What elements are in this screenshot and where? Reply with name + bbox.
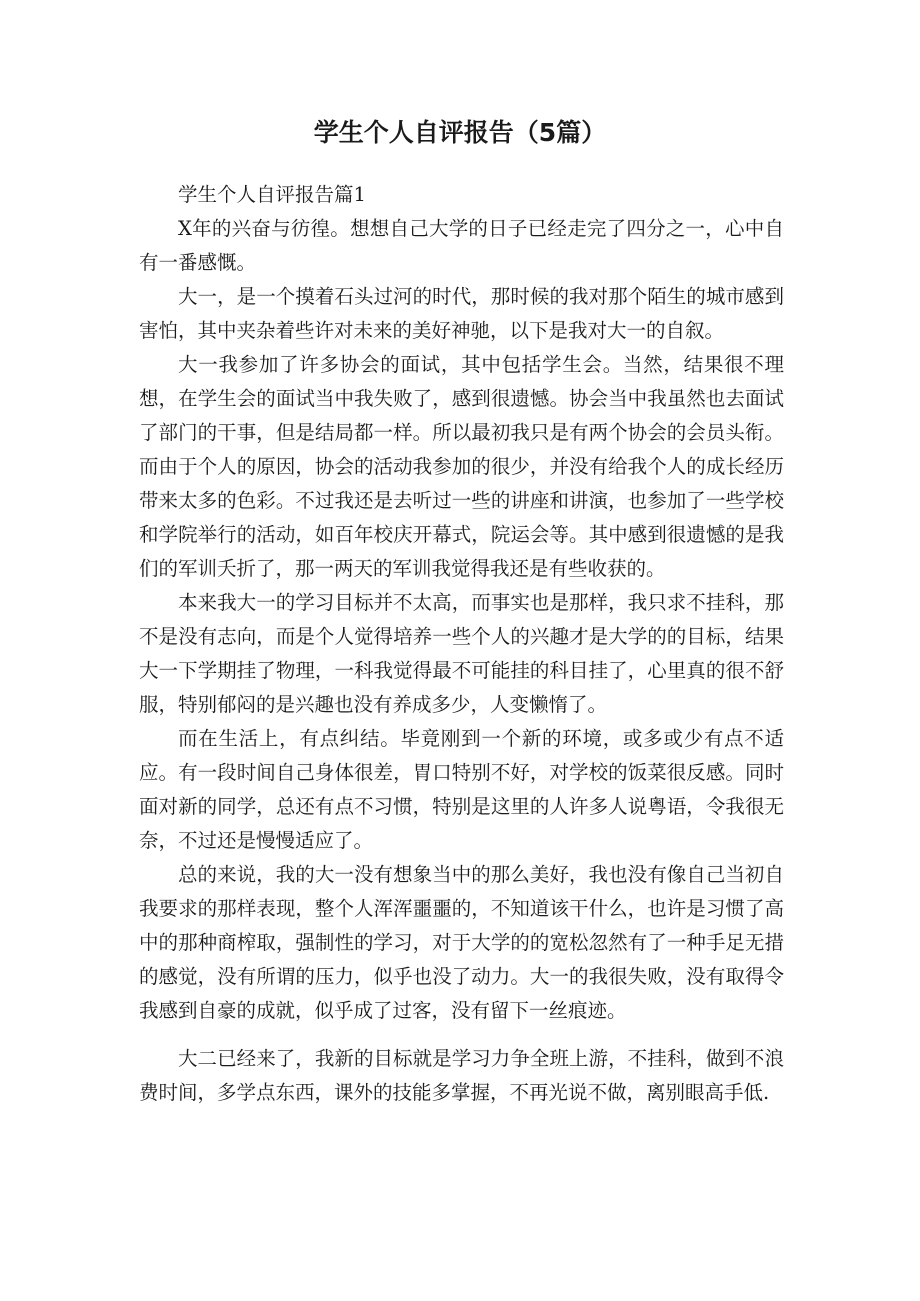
document-body [139, 178, 784, 1110]
paragraph: 而在生活上，有点纠结。毕竟刚到一个新的环境，或多或少有点不适应。有一段时间自己身体很差，胃口特别不好，对学校的饭菜很反感。同时面对新的同学，总还有点不习惯，特别是这里的人许多人说粤语，令我很无奈，不过还是慢慢适应了。 [139, 727, 784, 852]
paragraph: 大一我参加了许多协会的面试，其中包括学生会。当然，结果很不理想，在学生会的面试当中我失败了，感到很遗憾。协会当中我虽然也去面试了部门的干事，但是结局都一样。所以最初我只是有两个协会的会员头衔。而由于个人的原因，协会的活动我参加的很少，并没有给我个人的成长经历带来太多的色彩。不过我还是去听过一些的讲座和讲演，也参加了一些学校和学院举行的活动，如百年校庆开幕式，院运会等。其中感到很遗憾的是我们的军训夭折了，那一两天的军训我觉得我还是有些收获的。 [139, 353, 784, 580]
document-title: 学生个人自评报告（5篇） [313, 118, 607, 147]
section-subheading: 学生个人自评报告篇1 [178, 183, 366, 206]
paragraph: 总的来说，我的大一没有想象当中的那么美好，我也没有像自己当初自我要求的那样表现，整个人浑浑噩噩的，不知道该干什么，也许是习惯了高中的那种商榨取，强制性的学习，对于大学的的宽松忽然有了一种手足无措的感觉，没有所谓的压力，似乎也没了动力。大一的我很失败，没有取得令我感到自豪的成就，似乎成了过客，没有留下一丝痕迹。 [139, 863, 784, 1022]
paragraph: X年的兴奋与彷徨。想想自己大学的日子已经走完了四分之一，心中自有一番感慨。 [139, 217, 784, 274]
paragraph: 本来我大一的学习目标并不太高，而事实也是那样，我只求不挂科，那不是没有志向，而是个人觉得培养一些个人的兴趣才是大学的的目标，结果大一下学期挂了物理，一科我觉得最不可能挂的科目挂了，心里真的很不舒服，特别郁闷的是兴趣也没有养成多少，人变懒惰了。 [139, 591, 784, 716]
paragraph: 大一，是一个摸着石头过河的时代，那时候的我对那个陌生的城市感到害怕，其中夹杂着些许对未来的美好神驰，以下是我对大一的自叙。 [139, 285, 784, 342]
paragraph: 大二已经来了，我新的目标就是学习力争全班上游，不挂科，做到不浪费时间，多学点东西，课外的技能多掌握，不再光说不做，离别眼高手低. [139, 1047, 784, 1104]
